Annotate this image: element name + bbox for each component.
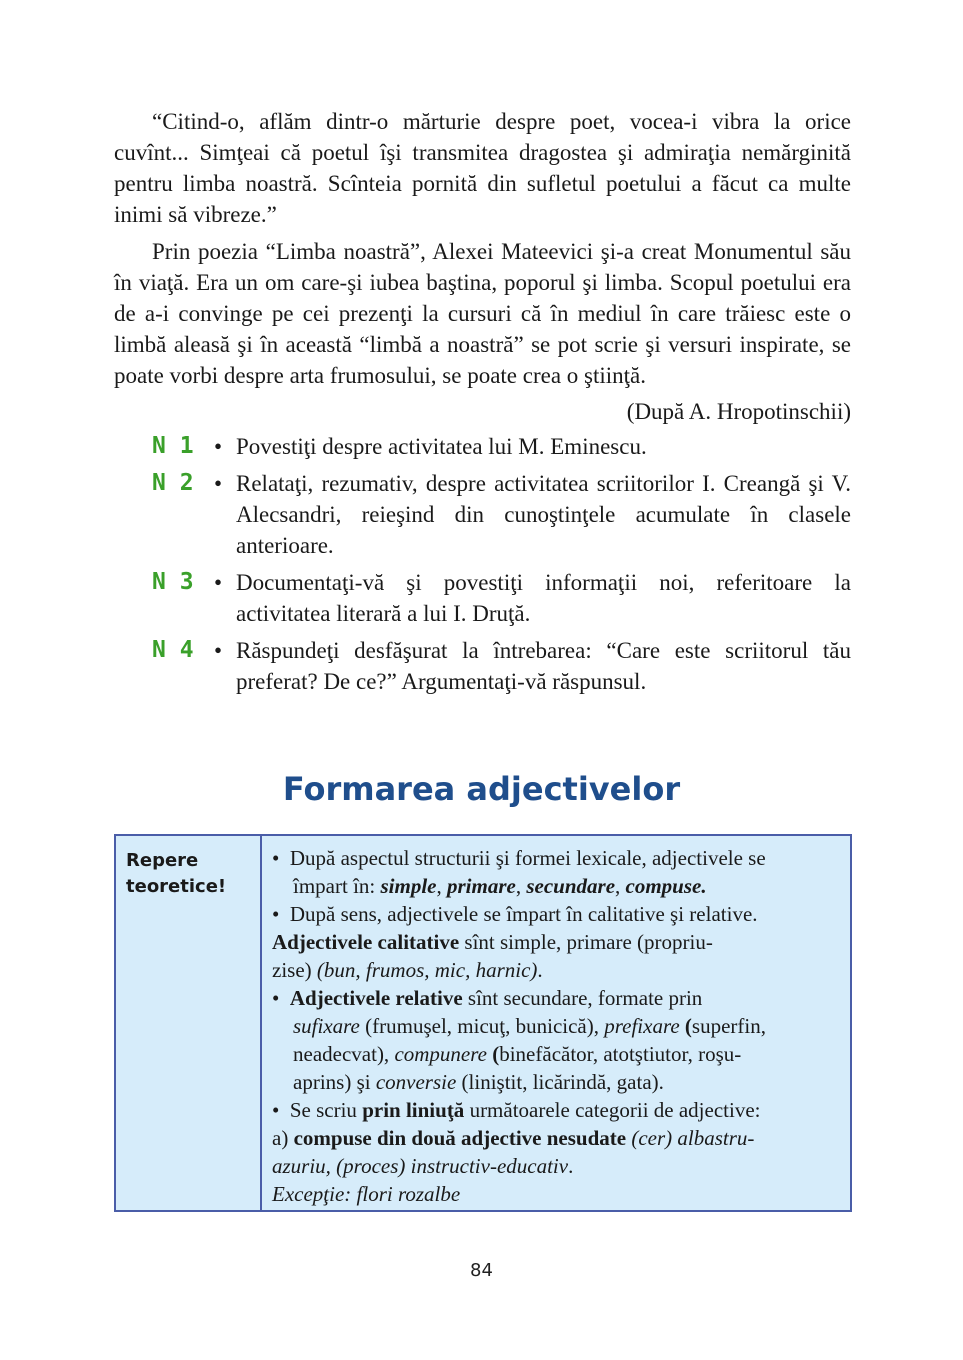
theory-line: a) compuse din două adjective nesudate (cer) albastru- — [272, 1126, 755, 1150]
theory-line: sufixare (frumuşel, micuţ, bunicică), prefixare (superfin, — [293, 1014, 766, 1038]
task-number: N 2 — [152, 470, 194, 496]
theory-line: Excepţie: flori rozalbe — [272, 1182, 461, 1206]
bullet-icon: • — [214, 434, 223, 459]
task-number: N 1 — [152, 433, 194, 459]
bullet-icon: • — [272, 846, 280, 870]
quote-paragraph: “Citind-o, aflăm dintr-o mărturie despre poet, vocea-i vibra la orice cuvînt... Simţeai că poetul îşi transmitea dragostea şi admiraţia nemărginită pentru limba noastră. Scînteia pornită din sufletul poetului a făcut ca multe inimi să vibreze.” — [114, 109, 851, 227]
page-number: 84 — [470, 1260, 493, 1281]
task-item — [114, 431, 851, 462]
theory-content — [262, 836, 850, 1210]
theory-line: • Adjectivele relative sînt secundare, formate prin — [272, 986, 703, 1010]
theory-line: zise) (bun, frumos, mic, harnic). — [272, 958, 543, 982]
bullet-icon: • — [272, 1098, 280, 1122]
theory-box — [114, 834, 852, 1212]
theory-line: neadecvat), compunere (binefăcător, atotştiutor, roşu- — [293, 1042, 742, 1066]
source-attribution: (După A. Hropotinschii) — [626, 399, 851, 424]
task-number: N 3 — [152, 569, 194, 595]
bullet-icon: • — [272, 986, 280, 1010]
task-number: N 4 — [152, 637, 194, 663]
theory-label-line: Repere — [126, 850, 199, 871]
theory-line: • După aspectul structurii şi formei lexicale, adjectivele se — [272, 846, 766, 870]
task-text: Relataţi, rezumativ, despre activitatea scriitorilor I. Creangă şi V. Alecsandri, reieşind din cunoştinţele acumulate în clasele anterioare. — [236, 471, 851, 558]
main-text — [114, 106, 851, 703]
task-text: Povestiţi despre activitatea lui M. Eminescu. — [236, 434, 647, 459]
theory-line: împart în: simple, primare, secundare, compuse. — [293, 874, 707, 898]
theory-label — [116, 836, 262, 1210]
body-paragraph: Prin poezia “Limba noastră”, Alexei Mateevici şi-a creat Monumentul său în viaţă. Era un om care-şi iubea baştina, poporul şi limba. Scopul poetului era de a-i convinge pe cei prezenţi la cursuri că în mediul în care trăiesc este o limbă aleasă şi în această “limbă a noastră” se pot scrie şi versuri inspirate, se poate vorbi despre arta frumosului, se poate crea o ştiinţă. — [114, 239, 851, 388]
bullet-icon: • — [214, 570, 223, 595]
theory-line: Adjectivele calitative sînt simple, primare (propriu- — [272, 930, 713, 954]
theory-line: azuriu, (proces) instructiv-educativ. — [272, 1154, 574, 1178]
task-item — [114, 635, 851, 697]
bullet-icon: • — [214, 471, 223, 496]
task-item — [114, 567, 851, 629]
bullet-icon: • — [214, 638, 223, 663]
theory-line: • Se scriu prin liniuţă următoarele categorii de adjective: — [272, 1098, 761, 1122]
theory-line: aprins) şi conversie (liniştit, licărindă, gata). — [293, 1070, 664, 1094]
task-list — [114, 431, 851, 697]
task-text: Răspundeţi desfăşurat la întrebarea: “Care este scriitorul tău preferat? De ce?” Argumentaţi-vă răspunsul. — [236, 638, 851, 694]
theory-line: • După sens, adjectivele se împart în calitative şi relative. — [272, 902, 758, 926]
task-item — [114, 468, 851, 561]
theory-label-line: teoretice! — [126, 876, 227, 897]
task-text: Documentaţi-vă şi povestiţi informaţii noi, referitoare la activitatea literară a lui I. Druţă. — [236, 570, 851, 626]
bullet-icon: • — [272, 902, 280, 926]
section-title: Formarea adjectivelor — [282, 770, 681, 808]
